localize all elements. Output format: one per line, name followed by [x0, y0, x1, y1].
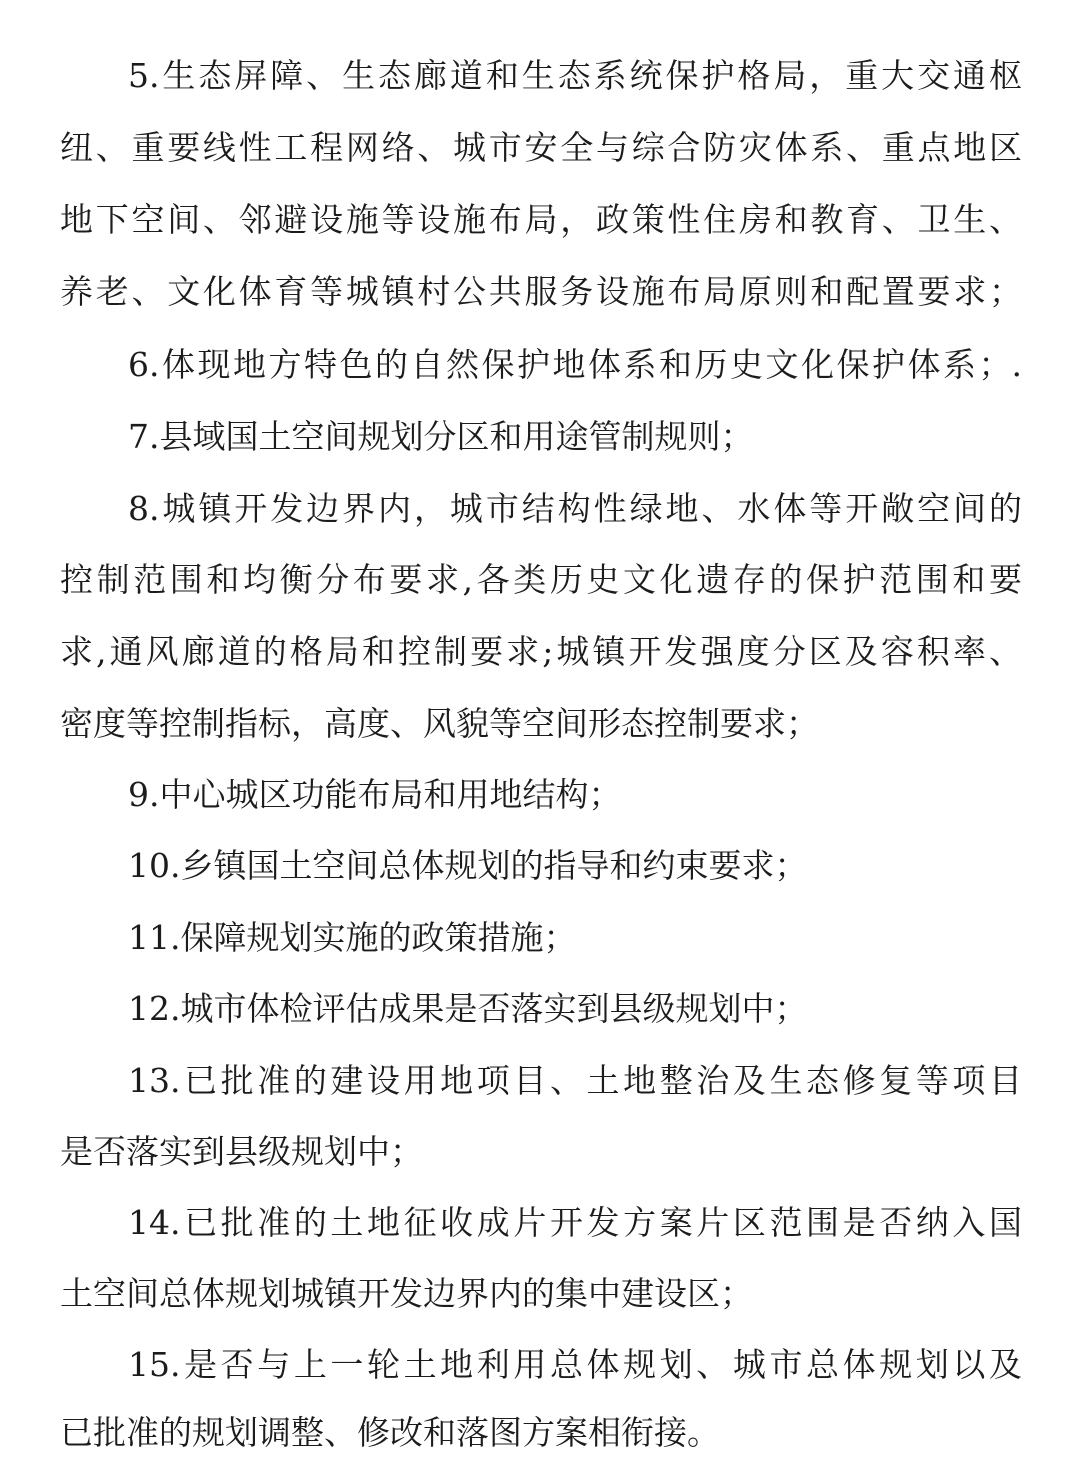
- item-5-line-1: 5.生态屏障、生态廊道和生态系统保护格局，重大交通枢: [128, 56, 1022, 95]
- item-15-line-1: 15.是否与上一轮土地利用总体规划、城市总体规划以及: [128, 1345, 1022, 1384]
- item-9-line-1: 9.中心城区功能布局和用地结构；: [128, 775, 622, 814]
- item-5-line-2: 纽、重要线性工程网络、城市安全与综合防灾体系、重点地区: [60, 128, 1022, 167]
- item-14-line-1: 14.已批准的土地征收成片开发方案片区范围是否纳入国: [128, 1203, 1022, 1242]
- item-8-line-1: 8.城镇开发边界内，城市结构性绿地、水体等开敞空间的: [128, 489, 1022, 528]
- item-5-line-4: 养老、文化体育等城镇村公共服务设施布局原则和配置要求；: [60, 272, 1022, 311]
- item-8-line-2: 控制范围和均衡分布要求,各类历史文化遗存的保护范围和要: [60, 560, 1022, 599]
- item-13-line-1: 13.已批准的建设用地项目、土地整治及生态修复等项目: [128, 1061, 1022, 1100]
- item-8-line-4: 密度等控制指标，高度、风貌等空间形态控制要求；: [60, 704, 819, 743]
- item-12-line-1: 12.城市体检评估成果是否落实到县级规划中；: [128, 989, 808, 1028]
- item-8-line-3: 求,通风廊道的格局和控制要求;城镇开发强度分区及容积率、: [60, 632, 1022, 671]
- item-7-line-1: 7.县域国土空间规划分区和用途管制规则；: [128, 417, 754, 456]
- item-13-line-2: 是否落实到县级规划中；: [60, 1132, 423, 1171]
- item-15-line-2: 已批准的规划调整、修改和落图方案相衔接。: [60, 1413, 720, 1452]
- item-6-line-1: 6.体现地方特色的自然保护地体系和历史文化保护体系；.: [128, 345, 1022, 384]
- item-14-line-2: 土空间总体规划城镇开发边界内的集中建设区；: [60, 1274, 753, 1313]
- item-5-line-3: 地下空间、邻避设施等设施布局，政策性住房和教育、卫生、: [60, 200, 1022, 239]
- item-11-line-1: 11.保障规划实施的政策措施；: [128, 918, 577, 957]
- item-10-line-1: 10.乡镇国土空间总体规划的指导和约束要求；: [128, 846, 808, 885]
